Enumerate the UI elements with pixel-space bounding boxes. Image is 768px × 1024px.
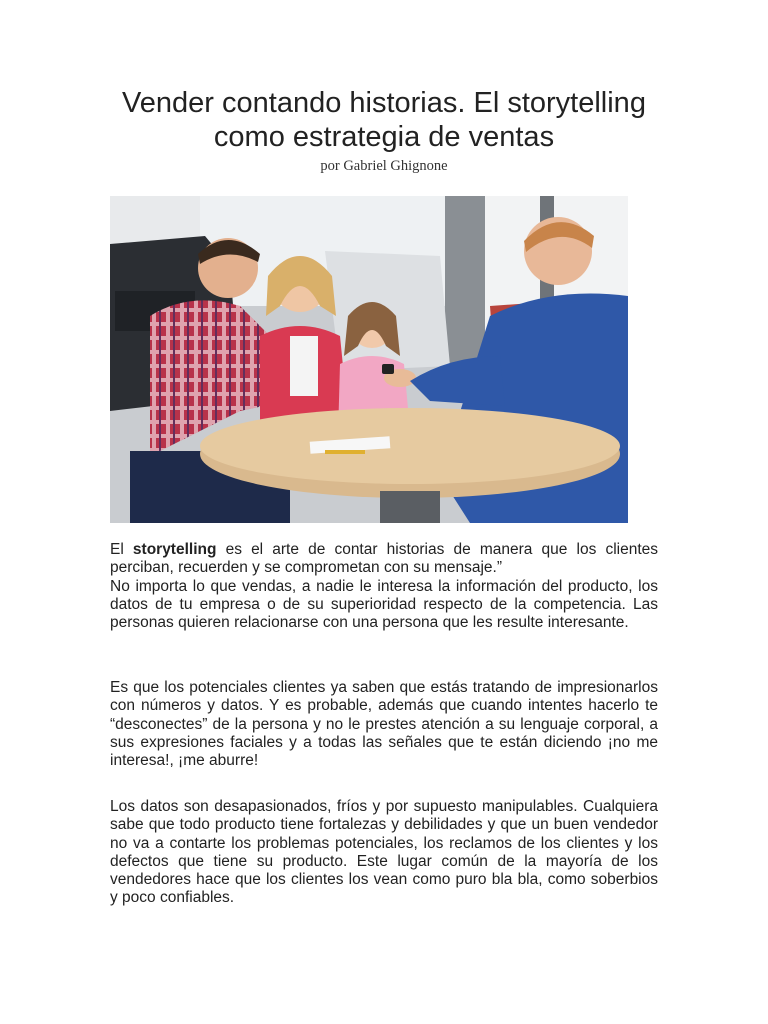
article-photo [110,196,628,523]
article-title: Vender contando historias. El storytelling como estrategia de ventas [122,87,646,153]
paragraph-1-bold: storytelling [132,541,217,558]
paragraph-2: Es que los potenciales clientes ya saben que estás tratando de impresionarlos con números y datos. Y es probable, además que cuando intentes hacerlo te “desconectes” de la persona y no le prestes atención a su lenguaje corporal, a sus expresiones faciales y a todas las señales que te están diciendo ¡no me interesa!, ¡me aburre! [110,679,658,770]
paragraph-3: Los datos son desapasionados, fríos y por supuesto manipulables. Cualquiera sabe que todo producto tiene fortalezas y debilidades y que un buen vendedor no va a contarte los problemas potenciales, los reclamos de los clientes y los defectos que tiene su producto. Este lugar común de la mayoría de los vendedores hace que los clientes los vean como puro bla bla, como soberbios y poco confiables. [110,798,658,907]
paragraph-1 [110,541,658,632]
article-byline: por Gabriel Ghignone [320,158,448,174]
paragraph-1-lead [110,541,658,578]
paragraph-1-second: No importa lo que vendas, a nadie le interesa la información del producto, los datos de tu empresa o de su superioridad respecto de la competencia. Las personas quieren relacionarse con una persona que les resulte interesante. [110,577,658,632]
photo-illustration [110,196,628,523]
paragraph-1-prefix: El [110,541,133,558]
paragraph-1-rest: es el arte de contar historias de manera que los clientes perciban, recuerden y se comprometan con su mensaje.” [110,541,658,577]
